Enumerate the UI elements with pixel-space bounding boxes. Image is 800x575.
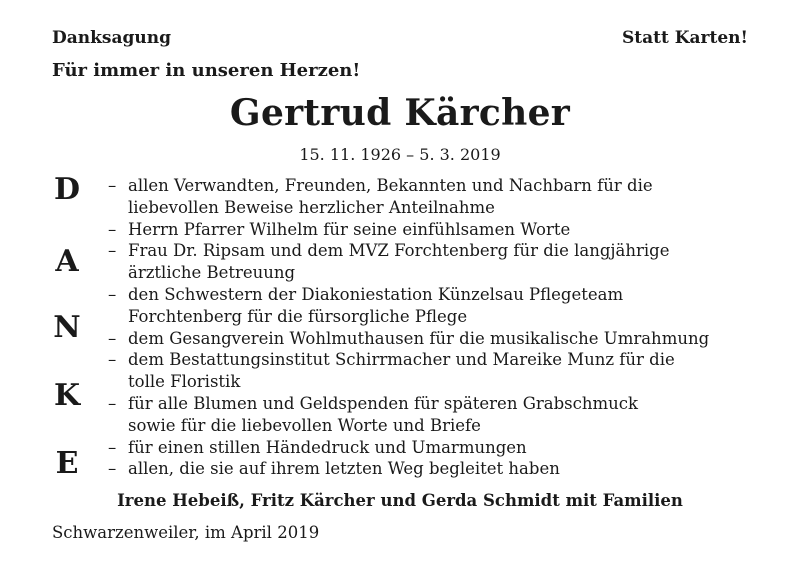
- list-item-line: sowie für die liebevollen Worte und Briefe: [128, 415, 481, 435]
- danke-letter: E: [55, 446, 79, 481]
- list-item-line: dem Gesangverein Wohlmuthausen für die musikalische Umrahmung: [128, 328, 710, 348]
- list-item-line: Herrn Pfarrer Wilhelm für seine einfühlsamen Worte: [128, 219, 571, 239]
- list-item-line: dem Bestattungsinstitut Schirrmacher und Mareike Munz für die: [128, 350, 675, 370]
- dash: –: [108, 328, 117, 348]
- list-item: [108, 175, 709, 219]
- list-item-line: allen Verwandten, Freunden, Bekannten und Nachbarn für die: [128, 176, 653, 195]
- danke-letter: K: [53, 378, 81, 413]
- list-item: [108, 240, 709, 284]
- danke-letter: A: [55, 244, 79, 279]
- list-item-line: liebevollen Beweise herzlicher Anteilnahme: [128, 197, 495, 217]
- list-item: [108, 437, 709, 459]
- list-item-line: den Schwestern der Diakoniestation Künzelsau Pflegeteam: [128, 284, 624, 304]
- thanks-list: [108, 175, 709, 480]
- dash: –: [108, 219, 117, 239]
- list-item-line: für alle Blumen und Geldspenden für späteren Grabschmuck: [128, 393, 639, 413]
- life-dates: 15. 11. 1926 – 5. 3. 2019: [299, 145, 501, 164]
- list-item: [108, 458, 709, 480]
- list-item: [108, 219, 709, 241]
- list-item-line: tolle Floristik: [128, 372, 241, 392]
- dash: –: [108, 176, 117, 195]
- header-note: Statt Karten!: [621, 28, 748, 48]
- list-item-line: Frau Dr. Ripsam und dem MVZ Forchtenberg für die langjährige: [128, 241, 670, 261]
- subheading: Für immer in unseren Herzen!: [52, 60, 361, 81]
- dash: –: [108, 241, 117, 261]
- list-item: [108, 393, 709, 437]
- dash: –: [108, 459, 117, 479]
- danke-letter: D: [53, 172, 80, 207]
- list-item-line: Forchtenberg für die fürsorgliche Pflege: [128, 306, 468, 326]
- dash: –: [108, 350, 117, 370]
- header-title: Danksagung: [52, 28, 171, 48]
- danke-letter: N: [53, 310, 81, 345]
- signature: Irene Hebeiß, Fritz Kärcher und Gerda Schmidt mit Familien: [117, 491, 683, 510]
- list-item: [108, 349, 709, 393]
- deceased-name: Gertrud Kärcher: [229, 92, 571, 134]
- list-item-line: ärztliche Betreuung: [128, 263, 296, 283]
- dash: –: [108, 393, 117, 413]
- dash: –: [108, 284, 117, 304]
- list-item-line: für einen stillen Händedruck und Umarmungen: [128, 437, 527, 457]
- dash: –: [108, 437, 117, 457]
- list-item-line: allen, die sie auf ihrem letzten Weg begleitet haben: [128, 459, 560, 479]
- place-date: Schwarzenweiler, im April 2019: [52, 523, 320, 542]
- list-item: [108, 328, 709, 350]
- list-item: [108, 284, 709, 328]
